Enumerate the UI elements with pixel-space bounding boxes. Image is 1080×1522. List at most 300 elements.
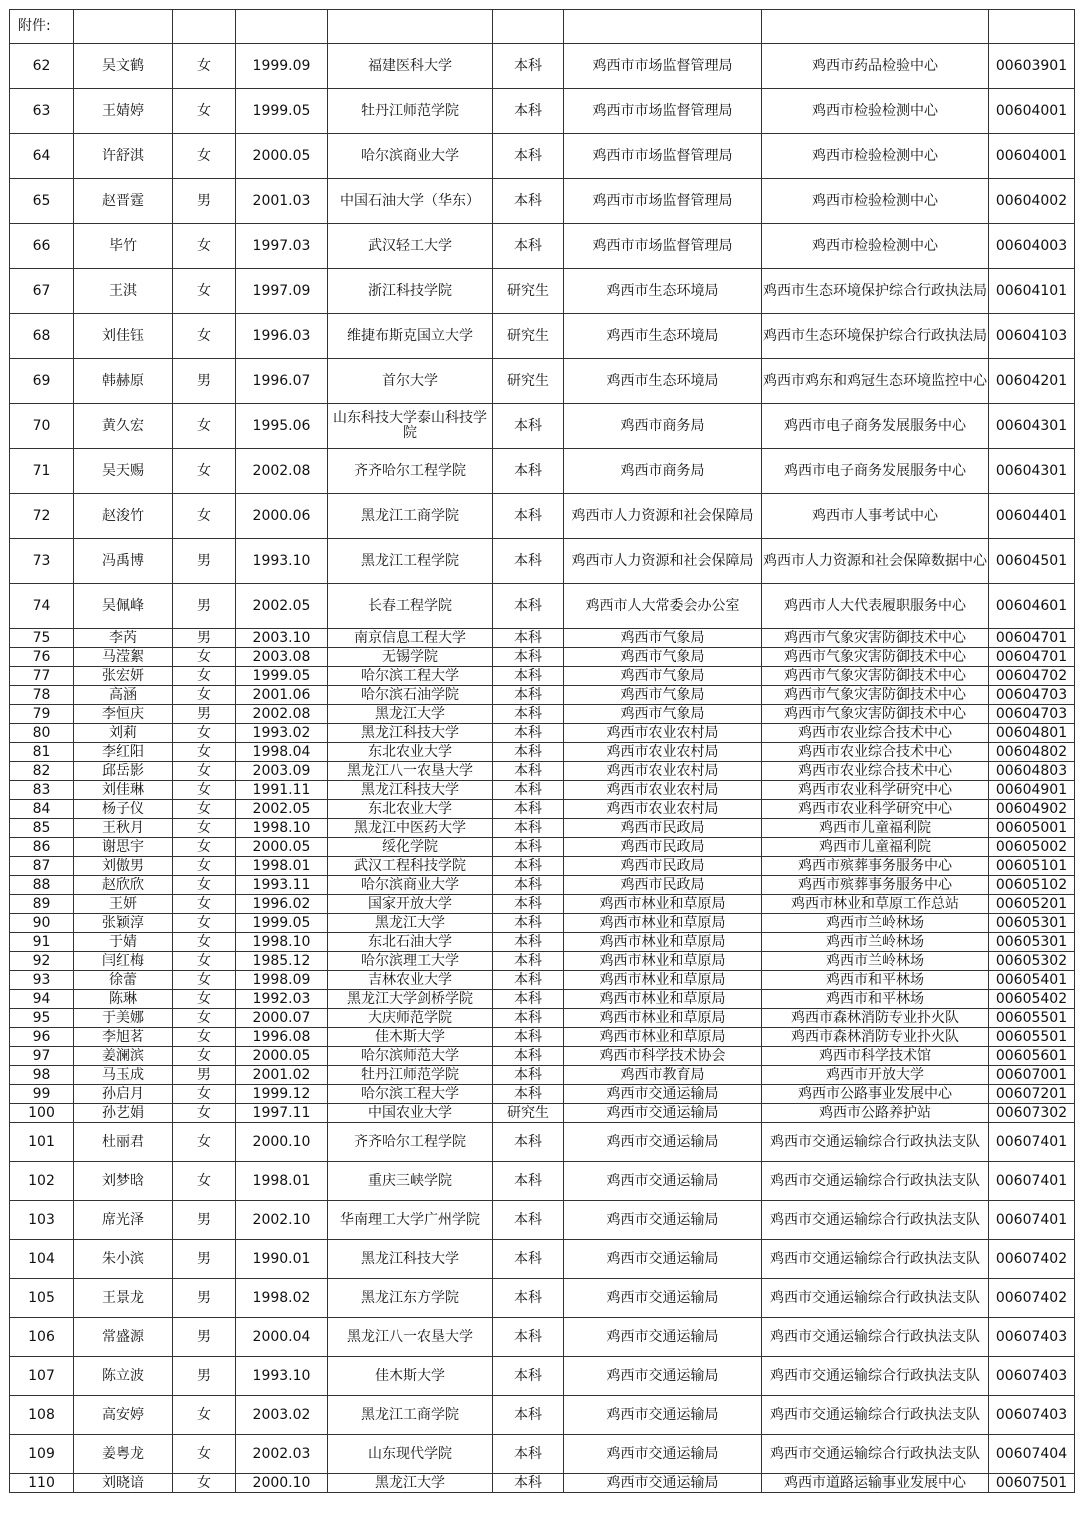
school-cell: 黑龙江中医药大学: [328, 819, 493, 838]
birth-date-cell: 1985.12: [236, 952, 328, 971]
gender-cell: 女: [173, 667, 236, 686]
birth-date-cell: 2000.05: [236, 134, 328, 179]
department-cell: 鸡西市市场监督管理局: [564, 44, 762, 89]
birth-date-cell: 1993.11: [236, 876, 328, 895]
birth-date-cell: 2002.05: [236, 800, 328, 819]
birth-date-cell: 2000.07: [236, 1009, 328, 1028]
birth-date-cell: 1996.07: [236, 359, 328, 404]
degree-cell: 研究生: [493, 314, 564, 359]
school-cell: 中国农业大学: [328, 1104, 493, 1123]
table-row: [10, 971, 1075, 990]
birth-date-cell: 1999.05: [236, 667, 328, 686]
degree-cell: 本科: [493, 584, 564, 629]
row-number: 73: [10, 539, 74, 584]
table-row: [10, 1028, 1075, 1047]
birth-date-cell: 1998.04: [236, 743, 328, 762]
degree-cell: 本科: [493, 224, 564, 269]
name-cell: 王景龙: [74, 1279, 173, 1318]
name-cell: 马滢絮: [74, 648, 173, 667]
table-row: [10, 44, 1075, 89]
unit-cell: 鸡西市检验检测中心: [762, 224, 989, 269]
unit-cell: 鸡西市交通运输综合行政执法支队: [762, 1201, 989, 1240]
position-code-cell: 00603901: [989, 44, 1075, 89]
row-number: 100: [10, 1104, 74, 1123]
table-row: [10, 914, 1075, 933]
school-cell: 哈尔滨石油学院: [328, 686, 493, 705]
school-cell: 黑龙江大学: [328, 1474, 493, 1493]
department-cell: 鸡西市农业农村局: [564, 781, 762, 800]
name-cell: 李旭茗: [74, 1028, 173, 1047]
birth-date-cell: 1998.10: [236, 819, 328, 838]
school-cell: 齐齐哈尔工程学院: [328, 1123, 493, 1162]
gender-cell: 女: [173, 952, 236, 971]
name-cell: 许舒淇: [74, 134, 173, 179]
table-row: [10, 667, 1075, 686]
table-row: [10, 449, 1075, 494]
name-cell: 王婧婷: [74, 89, 173, 134]
department-cell: 鸡西市林业和草原局: [564, 895, 762, 914]
birth-date-cell: 1996.02: [236, 895, 328, 914]
position-code-cell: 00604301: [989, 404, 1075, 449]
position-code-cell: 00604401: [989, 494, 1075, 539]
row-number: 85: [10, 819, 74, 838]
birth-date-cell: 1993.10: [236, 1357, 328, 1396]
birth-date-cell: 2000.05: [236, 1047, 328, 1066]
name-cell: 黄久宏: [74, 404, 173, 449]
name-cell: 李恒庆: [74, 705, 173, 724]
school-cell: 武汉工程科技学院: [328, 857, 493, 876]
row-number: 80: [10, 724, 74, 743]
table-row: [10, 762, 1075, 781]
table-row: [10, 1201, 1075, 1240]
row-number: 78: [10, 686, 74, 705]
position-code-cell: 00604301: [989, 449, 1075, 494]
name-cell: 席光泽: [74, 1201, 173, 1240]
department-cell: 鸡西市交通运输局: [564, 1279, 762, 1318]
gender-cell: 女: [173, 89, 236, 134]
department-cell: 鸡西市农业农村局: [564, 724, 762, 743]
name-cell: 于婧: [74, 933, 173, 952]
unit-cell: 鸡西市气象灾害防御技术中心: [762, 686, 989, 705]
empty-cell: [762, 10, 989, 44]
name-cell: 杨子仪: [74, 800, 173, 819]
gender-cell: 女: [173, 1104, 236, 1123]
name-cell: 李芮: [74, 629, 173, 648]
row-number: 96: [10, 1028, 74, 1047]
school-cell: 佳木斯大学: [328, 1028, 493, 1047]
gender-cell: 女: [173, 857, 236, 876]
row-number: 93: [10, 971, 74, 990]
name-cell: 马玉成: [74, 1066, 173, 1085]
school-cell: 黑龙江工商学院: [328, 1396, 493, 1435]
position-code-cell: 00605501: [989, 1028, 1075, 1047]
unit-cell: 鸡西市兰岭林场: [762, 914, 989, 933]
department-cell: 鸡西市生态环境局: [564, 359, 762, 404]
name-cell: 冯禹博: [74, 539, 173, 584]
name-cell: 张宏妍: [74, 667, 173, 686]
unit-cell: 鸡西市交通运输综合行政执法支队: [762, 1162, 989, 1201]
gender-cell: 女: [173, 1047, 236, 1066]
gender-cell: 女: [173, 1396, 236, 1435]
row-number: 67: [10, 269, 74, 314]
school-cell: 国家开放大学: [328, 895, 493, 914]
degree-cell: 本科: [493, 494, 564, 539]
row-number: 70: [10, 404, 74, 449]
department-cell: 鸡西市市场监督管理局: [564, 89, 762, 134]
unit-cell: 鸡西市交通运输综合行政执法支队: [762, 1240, 989, 1279]
position-code-cell: 00604703: [989, 686, 1075, 705]
name-cell: 赵浚竹: [74, 494, 173, 539]
degree-cell: 本科: [493, 1396, 564, 1435]
gender-cell: 女: [173, 933, 236, 952]
gender-cell: 女: [173, 1009, 236, 1028]
unit-cell: 鸡西市气象灾害防御技术中心: [762, 705, 989, 724]
name-cell: 陈琳: [74, 990, 173, 1009]
position-code-cell: 00604803: [989, 762, 1075, 781]
table-row: [10, 781, 1075, 800]
position-code-cell: 00604901: [989, 781, 1075, 800]
department-cell: 鸡西市气象局: [564, 686, 762, 705]
unit-cell: 鸡西市殡葬事务服务中心: [762, 876, 989, 895]
name-cell: 朱小滨: [74, 1240, 173, 1279]
table-row: [10, 1047, 1075, 1066]
position-code-cell: 00607403: [989, 1357, 1075, 1396]
row-number: 82: [10, 762, 74, 781]
unit-cell: 鸡西市森林消防专业扑火队: [762, 1028, 989, 1047]
degree-cell: 本科: [493, 971, 564, 990]
degree-cell: 本科: [493, 990, 564, 1009]
birth-date-cell: 2001.02: [236, 1066, 328, 1085]
birth-date-cell: 2002.03: [236, 1435, 328, 1474]
degree-cell: 本科: [493, 781, 564, 800]
department-cell: 鸡西市市场监督管理局: [564, 224, 762, 269]
unit-cell: 鸡西市人力资源和社会保障数据中心: [762, 539, 989, 584]
position-code-cell: 00605401: [989, 971, 1075, 990]
school-cell: 黑龙江科技大学: [328, 1240, 493, 1279]
gender-cell: 男: [173, 1357, 236, 1396]
unit-cell: 鸡西市林业和草原工作总站: [762, 895, 989, 914]
department-cell: 鸡西市林业和草原局: [564, 933, 762, 952]
degree-cell: 本科: [493, 44, 564, 89]
unit-cell: 鸡西市交通运输综合行政执法支队: [762, 1318, 989, 1357]
empty-cell: [236, 10, 328, 44]
birth-date-cell: 1995.06: [236, 404, 328, 449]
department-cell: 鸡西市气象局: [564, 648, 762, 667]
birth-date-cell: 2001.03: [236, 179, 328, 224]
gender-cell: 女: [173, 404, 236, 449]
name-cell: 赵欣欣: [74, 876, 173, 895]
row-number: 62: [10, 44, 74, 89]
school-cell: 黑龙江工商学院: [328, 494, 493, 539]
department-cell: 鸡西市民政局: [564, 819, 762, 838]
degree-cell: 本科: [493, 819, 564, 838]
position-code-cell: 00604001: [989, 89, 1075, 134]
birth-date-cell: 1998.09: [236, 971, 328, 990]
degree-cell: 本科: [493, 1357, 564, 1396]
name-cell: 高安婷: [74, 1396, 173, 1435]
department-cell: 鸡西市市场监督管理局: [564, 179, 762, 224]
school-cell: 哈尔滨工程大学: [328, 667, 493, 686]
gender-cell: 女: [173, 648, 236, 667]
birth-date-cell: 2003.02: [236, 1396, 328, 1435]
table-row: [10, 584, 1075, 629]
row-number: 88: [10, 876, 74, 895]
school-cell: 南京信息工程大学: [328, 629, 493, 648]
unit-cell: 鸡西市开放大学: [762, 1066, 989, 1085]
name-cell: 姜粤龙: [74, 1435, 173, 1474]
birth-date-cell: 2002.08: [236, 449, 328, 494]
unit-cell: 鸡西市检验检测中心: [762, 179, 989, 224]
gender-cell: 男: [173, 1240, 236, 1279]
school-cell: 山东现代学院: [328, 1435, 493, 1474]
table-row: [10, 648, 1075, 667]
school-cell: 黑龙江工程学院: [328, 539, 493, 584]
birth-date-cell: 1999.12: [236, 1085, 328, 1104]
table-row: [10, 857, 1075, 876]
school-cell: 武汉轻工大学: [328, 224, 493, 269]
row-number: 63: [10, 89, 74, 134]
department-cell: 鸡西市交通运输局: [564, 1162, 762, 1201]
department-cell: 鸡西市气象局: [564, 629, 762, 648]
school-cell: 维捷布斯克国立大学: [328, 314, 493, 359]
unit-cell: 鸡西市电子商务发展服务中心: [762, 404, 989, 449]
table-row: [10, 743, 1075, 762]
department-cell: 鸡西市民政局: [564, 876, 762, 895]
table-row: [10, 876, 1075, 895]
birth-date-cell: 2000.10: [236, 1123, 328, 1162]
row-number: 103: [10, 1201, 74, 1240]
school-cell: 黑龙江大学: [328, 914, 493, 933]
unit-cell: 鸡西市森林消防专业扑火队: [762, 1009, 989, 1028]
table-row: [10, 1085, 1075, 1104]
degree-cell: 本科: [493, 743, 564, 762]
gender-cell: 女: [173, 819, 236, 838]
unit-cell: 鸡西市儿童福利院: [762, 838, 989, 857]
row-number: 105: [10, 1279, 74, 1318]
row-number: 107: [10, 1357, 74, 1396]
gender-cell: 女: [173, 743, 236, 762]
degree-cell: 本科: [493, 1085, 564, 1104]
table-row: [10, 933, 1075, 952]
department-cell: 鸡西市教育局: [564, 1066, 762, 1085]
department-cell: 鸡西市民政局: [564, 838, 762, 857]
position-code-cell: 00607401: [989, 1201, 1075, 1240]
row-number: 109: [10, 1435, 74, 1474]
table-row: [10, 179, 1075, 224]
school-cell: 黑龙江科技大学: [328, 724, 493, 743]
unit-cell: 鸡西市科学技术馆: [762, 1047, 989, 1066]
table-row: [10, 1318, 1075, 1357]
degree-cell: 本科: [493, 179, 564, 224]
empty-cell: [493, 10, 564, 44]
unit-cell: 鸡西市农业科学研究中心: [762, 800, 989, 819]
school-cell: 牡丹江师范学院: [328, 89, 493, 134]
birth-date-cell: 1997.03: [236, 224, 328, 269]
gender-cell: 男: [173, 1066, 236, 1085]
table-row: [10, 1357, 1075, 1396]
school-cell: 黑龙江八一农垦大学: [328, 762, 493, 781]
degree-cell: 本科: [493, 1240, 564, 1279]
name-cell: 王妍: [74, 895, 173, 914]
row-number: 106: [10, 1318, 74, 1357]
unit-cell: 鸡西市检验检测中心: [762, 89, 989, 134]
position-code-cell: 00605402: [989, 990, 1075, 1009]
gender-cell: 女: [173, 449, 236, 494]
gender-cell: 女: [173, 876, 236, 895]
name-cell: 刘梦晗: [74, 1162, 173, 1201]
table-row: [10, 134, 1075, 179]
unit-cell: 鸡西市鸡东和鸡冠生态环境监控中心: [762, 359, 989, 404]
table-row: [10, 1123, 1075, 1162]
row-number: 110: [10, 1474, 74, 1493]
row-number: 72: [10, 494, 74, 539]
birth-date-cell: 1996.08: [236, 1028, 328, 1047]
unit-cell: 鸡西市交通运输综合行政执法支队: [762, 1279, 989, 1318]
gender-cell: 男: [173, 179, 236, 224]
gender-cell: 女: [173, 494, 236, 539]
name-cell: 高涵: [74, 686, 173, 705]
birth-date-cell: 1990.01: [236, 1240, 328, 1279]
school-cell: 哈尔滨商业大学: [328, 134, 493, 179]
position-code-cell: 00605102: [989, 876, 1075, 895]
department-cell: 鸡西市商务局: [564, 449, 762, 494]
school-cell: 哈尔滨工程大学: [328, 1085, 493, 1104]
gender-cell: 女: [173, 224, 236, 269]
degree-cell: 本科: [493, 1066, 564, 1085]
empty-cell: [989, 10, 1075, 44]
unit-cell: 鸡西市生态环境保护综合行政执法局: [762, 314, 989, 359]
department-cell: 鸡西市交通运输局: [564, 1085, 762, 1104]
table-row: [10, 1240, 1075, 1279]
gender-cell: 女: [173, 971, 236, 990]
birth-date-cell: 1998.10: [236, 933, 328, 952]
gender-cell: 女: [173, 990, 236, 1009]
row-number: 64: [10, 134, 74, 179]
birth-date-cell: 2000.10: [236, 1474, 328, 1493]
birth-date-cell: 1992.03: [236, 990, 328, 1009]
table-row: [10, 1474, 1075, 1493]
position-code-cell: 00607403: [989, 1396, 1075, 1435]
row-number: 101: [10, 1123, 74, 1162]
degree-cell: 本科: [493, 1047, 564, 1066]
name-cell: 刘傲男: [74, 857, 173, 876]
school-cell: 华南理工大学广州学院: [328, 1201, 493, 1240]
row-number: 99: [10, 1085, 74, 1104]
position-code-cell: 00605301: [989, 914, 1075, 933]
unit-cell: 鸡西市人大代表履职服务中心: [762, 584, 989, 629]
name-cell: 杜丽君: [74, 1123, 173, 1162]
department-cell: 鸡西市农业农村局: [564, 743, 762, 762]
table-row: [10, 819, 1075, 838]
birth-date-cell: 2000.05: [236, 838, 328, 857]
birth-date-cell: 1993.02: [236, 724, 328, 743]
department-cell: 鸡西市交通运输局: [564, 1435, 762, 1474]
empty-cell: [74, 10, 173, 44]
department-cell: 鸡西市人力资源和社会保障局: [564, 539, 762, 584]
birth-date-cell: 2002.08: [236, 705, 328, 724]
row-number: 69: [10, 359, 74, 404]
table-row: [10, 1066, 1075, 1085]
table-row: [10, 494, 1075, 539]
position-code-cell: 00605002: [989, 838, 1075, 857]
birth-date-cell: 2002.10: [236, 1201, 328, 1240]
birth-date-cell: 1999.09: [236, 44, 328, 89]
name-cell: 刘莉: [74, 724, 173, 743]
position-code-cell: 00605101: [989, 857, 1075, 876]
degree-cell: 本科: [493, 89, 564, 134]
unit-cell: 鸡西市生态环境保护综合行政执法局: [762, 269, 989, 314]
school-cell: 哈尔滨商业大学: [328, 876, 493, 895]
position-code-cell: 00605301: [989, 933, 1075, 952]
degree-cell: 本科: [493, 933, 564, 952]
name-cell: 张颖淳: [74, 914, 173, 933]
department-cell: 鸡西市科学技术协会: [564, 1047, 762, 1066]
table-row: [10, 1279, 1075, 1318]
birth-date-cell: 1998.02: [236, 1279, 328, 1318]
position-code-cell: 00604002: [989, 179, 1075, 224]
degree-cell: 本科: [493, 800, 564, 819]
department-cell: 鸡西市林业和草原局: [564, 1009, 762, 1028]
degree-cell: 本科: [493, 857, 564, 876]
degree-cell: 本科: [493, 914, 564, 933]
birth-date-cell: 1993.10: [236, 539, 328, 584]
birth-date-cell: 1997.11: [236, 1104, 328, 1123]
school-cell: 牡丹江师范学院: [328, 1066, 493, 1085]
row-number: 94: [10, 990, 74, 1009]
birth-date-cell: 1997.09: [236, 269, 328, 314]
position-code-cell: 00605001: [989, 819, 1075, 838]
row-number: 87: [10, 857, 74, 876]
table-row: [10, 838, 1075, 857]
unit-cell: 鸡西市电子商务发展服务中心: [762, 449, 989, 494]
empty-cell: [173, 10, 236, 44]
unit-cell: 鸡西市兰岭林场: [762, 933, 989, 952]
table-row: [10, 359, 1075, 404]
degree-cell: 本科: [493, 404, 564, 449]
gender-cell: 女: [173, 1085, 236, 1104]
unit-cell: 鸡西市药品检验中心: [762, 44, 989, 89]
table-row: [10, 1435, 1075, 1474]
birth-date-cell: 1998.01: [236, 857, 328, 876]
department-cell: 鸡西市交通运输局: [564, 1396, 762, 1435]
table-row: [10, 89, 1075, 134]
unit-cell: 鸡西市兰岭林场: [762, 952, 989, 971]
name-cell: 谢思宇: [74, 838, 173, 857]
gender-cell: 女: [173, 44, 236, 89]
table-row: [10, 705, 1075, 724]
name-cell: 陈立波: [74, 1357, 173, 1396]
unit-cell: 鸡西市殡葬事务服务中心: [762, 857, 989, 876]
birth-date-cell: 2001.06: [236, 686, 328, 705]
department-cell: 鸡西市林业和草原局: [564, 990, 762, 1009]
table-row: [10, 314, 1075, 359]
gender-cell: 男: [173, 539, 236, 584]
department-cell: 鸡西市市场监督管理局: [564, 134, 762, 179]
table-row: [10, 686, 1075, 705]
degree-cell: 本科: [493, 1279, 564, 1318]
name-cell: 邱岳影: [74, 762, 173, 781]
gender-cell: 女: [173, 1435, 236, 1474]
birth-date-cell: 1996.03: [236, 314, 328, 359]
position-code-cell: 00604802: [989, 743, 1075, 762]
gender-cell: 女: [173, 781, 236, 800]
position-code-cell: 00604201: [989, 359, 1075, 404]
school-cell: 东北农业大学: [328, 800, 493, 819]
degree-cell: 本科: [493, 1435, 564, 1474]
degree-cell: 本科: [493, 705, 564, 724]
degree-cell: 本科: [493, 1028, 564, 1047]
table-row: [10, 224, 1075, 269]
